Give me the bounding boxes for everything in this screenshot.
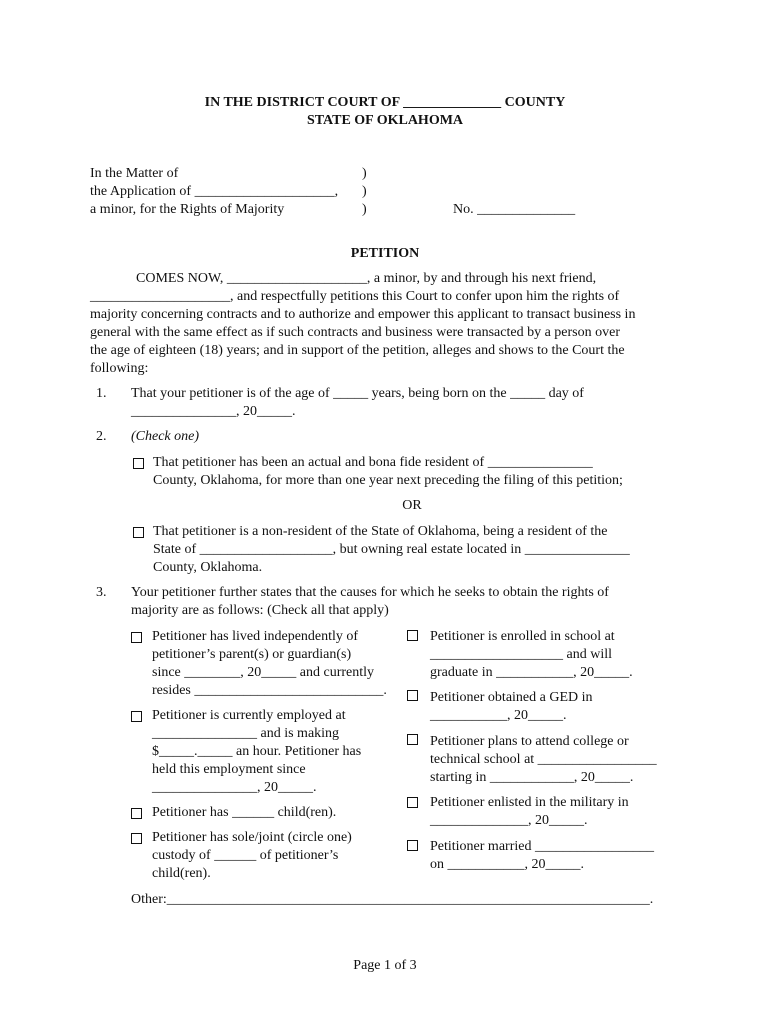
cause-line: Petitioner enlisted in the military in <box>430 795 629 810</box>
intro-line: following: <box>90 361 149 376</box>
other-line: Other:_____________________________________________________________________. <box>131 892 654 907</box>
intro-line: the age of eighteen (18) years; and in support of the petition, alleges and shows to the Court the <box>90 343 625 358</box>
cause-line: technical school at _________________ <box>430 752 657 767</box>
option-b-line: County, Oklahoma. <box>153 560 263 575</box>
cause-line: since ________, 20_____ and currently <box>152 665 375 680</box>
caption-paren: ) <box>362 184 367 199</box>
caption-line: a minor, for the Rights of Majority <box>90 202 285 217</box>
intro-line: general with the same effect as if such contracts and business were transacted by a person over <box>90 325 620 340</box>
resident-checkbox[interactable] <box>133 458 144 469</box>
children-checkbox[interactable] <box>131 808 142 819</box>
option-a-line: That petitioner has been an actual and bona fide resident of _______________ <box>153 455 593 470</box>
non-resident-checkbox[interactable] <box>133 527 144 538</box>
cause-line: _______________, 20_____. <box>152 780 317 795</box>
or-separator: OR <box>402 498 422 513</box>
cause-line: Petitioner has ______ child(ren). <box>152 805 337 820</box>
item3-line: Your petitioner further states that the causes for which he seeks to obtain the rights of <box>131 585 609 600</box>
item-number: 3. <box>96 585 107 600</box>
cause-line: ______________, 20_____. <box>430 813 588 828</box>
option-a-line: County, Oklahoma, for more than one year next preceding the filing of this petition; <box>153 473 623 488</box>
cause-line: starting in ____________, 20_____. <box>430 770 634 785</box>
employed-checkbox[interactable] <box>131 711 142 722</box>
cause-line: _______________ and is making <box>152 726 340 741</box>
petition-title: PETITION <box>350 246 420 261</box>
cause-line: Petitioner is currently employed at <box>152 708 346 723</box>
option-b-line: State of ___________________, but owning real estate located in _______________ <box>153 542 630 557</box>
caption-line: In the Matter of <box>90 166 179 181</box>
intro-line: majority concerning contracts and to authorize and empower this applicant to transact business in <box>90 307 636 322</box>
state-heading: STATE OF OKLAHOMA <box>306 113 464 128</box>
cause-line: $_____._____ an hour. Petitioner has <box>152 744 362 759</box>
item3-line: majority are as follows: (Check all that apply) <box>131 603 389 618</box>
cause-line: on ___________, 20_____. <box>430 857 584 872</box>
cause-line: ___________________ and will <box>430 647 612 662</box>
item-number: 1. <box>96 386 107 401</box>
cause-line: custody of ______ of petitioner’s <box>152 848 339 863</box>
cause-line: Petitioner obtained a GED in <box>430 690 593 705</box>
intro-line: COMES NOW, ____________________, a minor, by and through his next friend, <box>136 271 597 286</box>
case-number: No. ______________ <box>453 202 576 217</box>
item1-line: That your petitioner is of the age of _____ years, being born on the _____ day of <box>131 386 584 401</box>
cause-line: child(ren). <box>152 866 211 881</box>
married-checkbox[interactable] <box>407 840 418 851</box>
cause-line: resides ___________________________. <box>152 683 387 698</box>
page-number: Page 1 of 3 <box>353 958 417 973</box>
cause-line: held this employment since <box>152 762 306 777</box>
custody-checkbox[interactable] <box>131 833 142 844</box>
college-checkbox[interactable] <box>407 734 418 745</box>
cause-line: petitioner’s parent(s) or guardian(s) <box>152 647 352 662</box>
military-checkbox[interactable] <box>407 797 418 808</box>
ged-checkbox[interactable] <box>407 690 418 701</box>
lived-independently-checkbox[interactable] <box>131 632 142 643</box>
cause-line: Petitioner has sole/joint (circle one) <box>152 830 352 845</box>
cause-line: Petitioner has lived independently of <box>152 629 359 644</box>
court-heading: IN THE DISTRICT COURT OF ______________ COUNTY <box>204 95 566 110</box>
item-number: 2. <box>96 429 107 444</box>
option-b-line: That petitioner is a non-resident of the State of Oklahoma, being a resident of the <box>153 524 608 539</box>
intro-line: ____________________, and respectfully petitions this Court to confer upon him the rights of <box>90 289 620 304</box>
caption-paren: ) <box>362 166 367 181</box>
enrolled-school-checkbox[interactable] <box>407 630 418 641</box>
caption-paren: ) <box>362 202 367 217</box>
cause-line: Petitioner is enrolled in school at <box>430 629 615 644</box>
cause-line: Petitioner plans to attend college or <box>430 734 629 749</box>
check-one-label: (Check one) <box>131 429 200 444</box>
caption-line: the Application of ____________________, <box>90 184 339 199</box>
item1-line: _______________, 20_____. <box>131 404 296 419</box>
cause-line: graduate in ___________, 20_____. <box>430 665 633 680</box>
cause-line: ___________, 20_____. <box>430 708 567 723</box>
cause-line: Petitioner married _________________ <box>430 839 654 854</box>
